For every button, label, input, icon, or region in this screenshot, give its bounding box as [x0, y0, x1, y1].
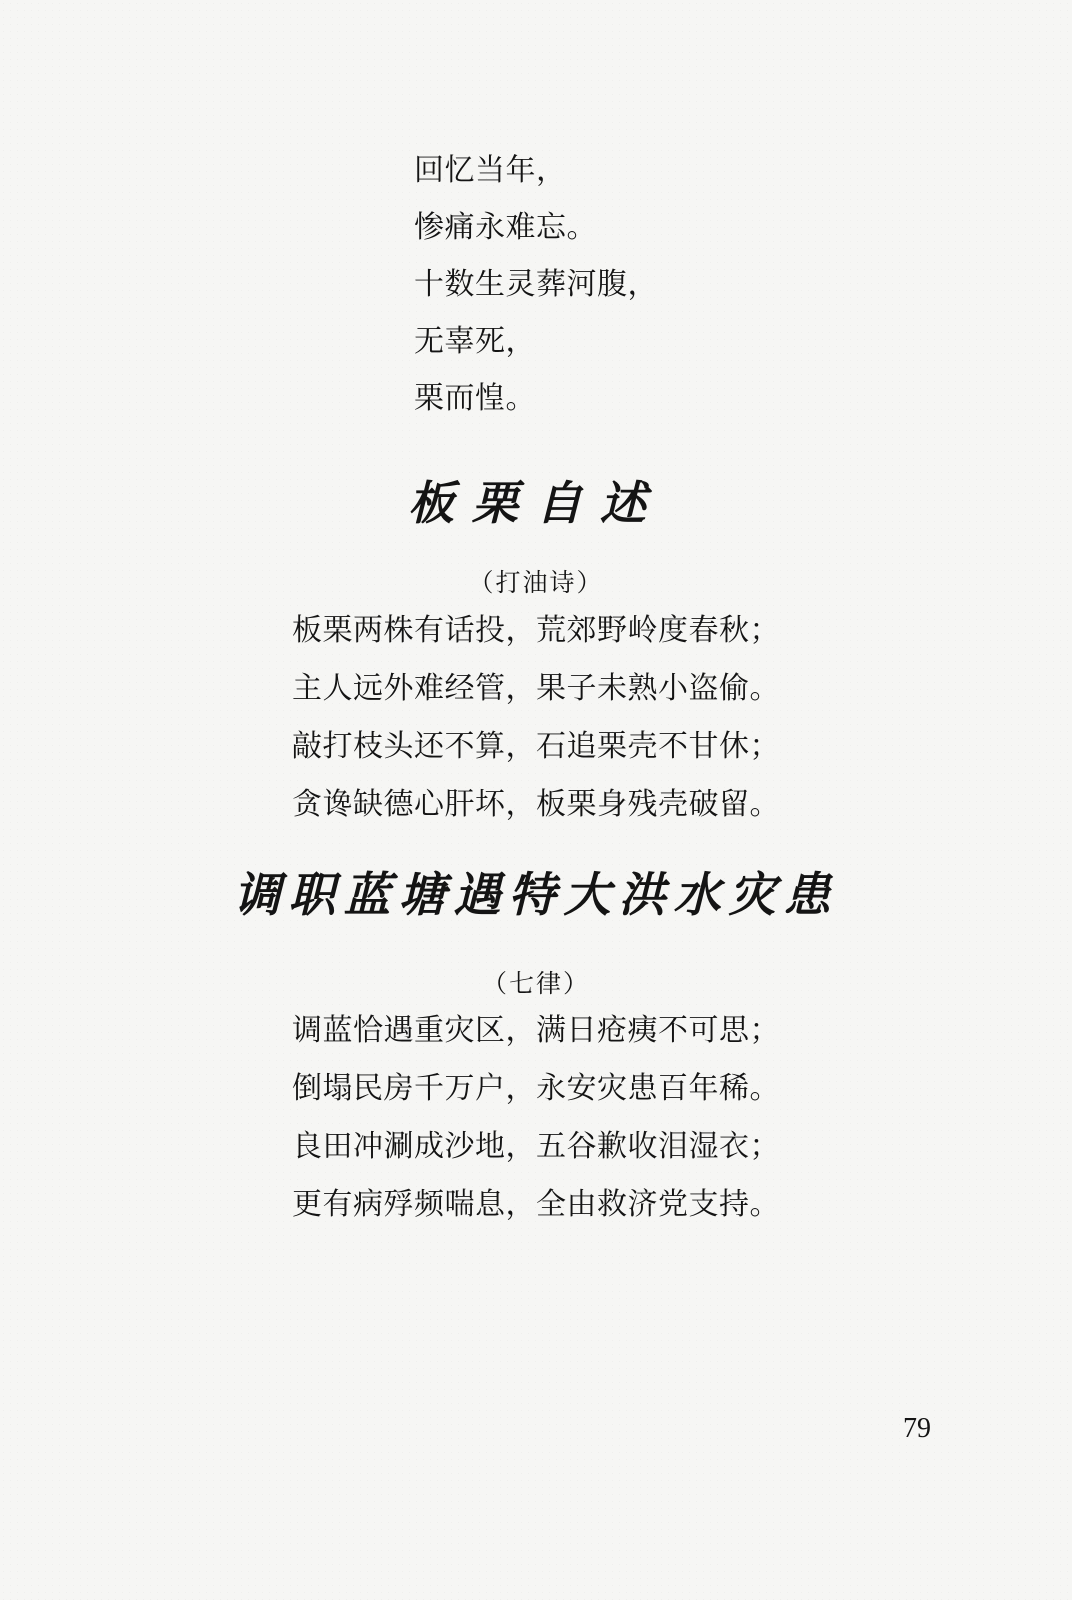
poem-line: 无辜死，: [414, 324, 536, 359]
poem-title-banli: [0, 476, 1072, 530]
page-number: 79: [903, 1413, 931, 1444]
poem-line: 更有病殍频喘息，全由救济党支持。: [292, 1187, 780, 1222]
section-title: 调职蓝塘遇特大洪水灾患: [233, 868, 839, 923]
poem-title-lantang: [0, 868, 1072, 923]
poem-form-label: （七律）: [481, 969, 590, 998]
poem-line: 回忆当年，: [414, 153, 567, 188]
section-title: 板栗自述: [408, 476, 664, 530]
poem-body-lantang: [292, 1013, 780, 1248]
poem-body-banli: [292, 613, 780, 848]
poem-form-label: （打油诗）: [468, 568, 604, 597]
poem-line: 惨痛永难忘。: [414, 210, 597, 245]
poem-line: 十数生灵葬河腹，: [414, 267, 658, 302]
poem-line: 良田冲涮成沙地，五谷歉收泪湿衣；: [292, 1129, 780, 1164]
poem-line: 调蓝恰遇重灾区，满日疮痍不可思；: [292, 1013, 780, 1048]
poem-line: 倒塌民房千万户，永安灾患百年稀。: [292, 1071, 780, 1106]
poem-line: 主人远外难经管，果子未熟小盗偷。: [292, 671, 780, 706]
poem-line: 板栗两株有话投，荒郊野岭度春秋；: [292, 613, 780, 648]
poem-line: 贪谗缺德心肝坏，板栗身残壳破留。: [292, 787, 780, 822]
poem-line: 敲打枝头还不算，石追栗壳不甘休；: [292, 729, 780, 764]
poem-continuation: [414, 153, 658, 441]
poem-line: 栗而惶。: [414, 381, 536, 416]
